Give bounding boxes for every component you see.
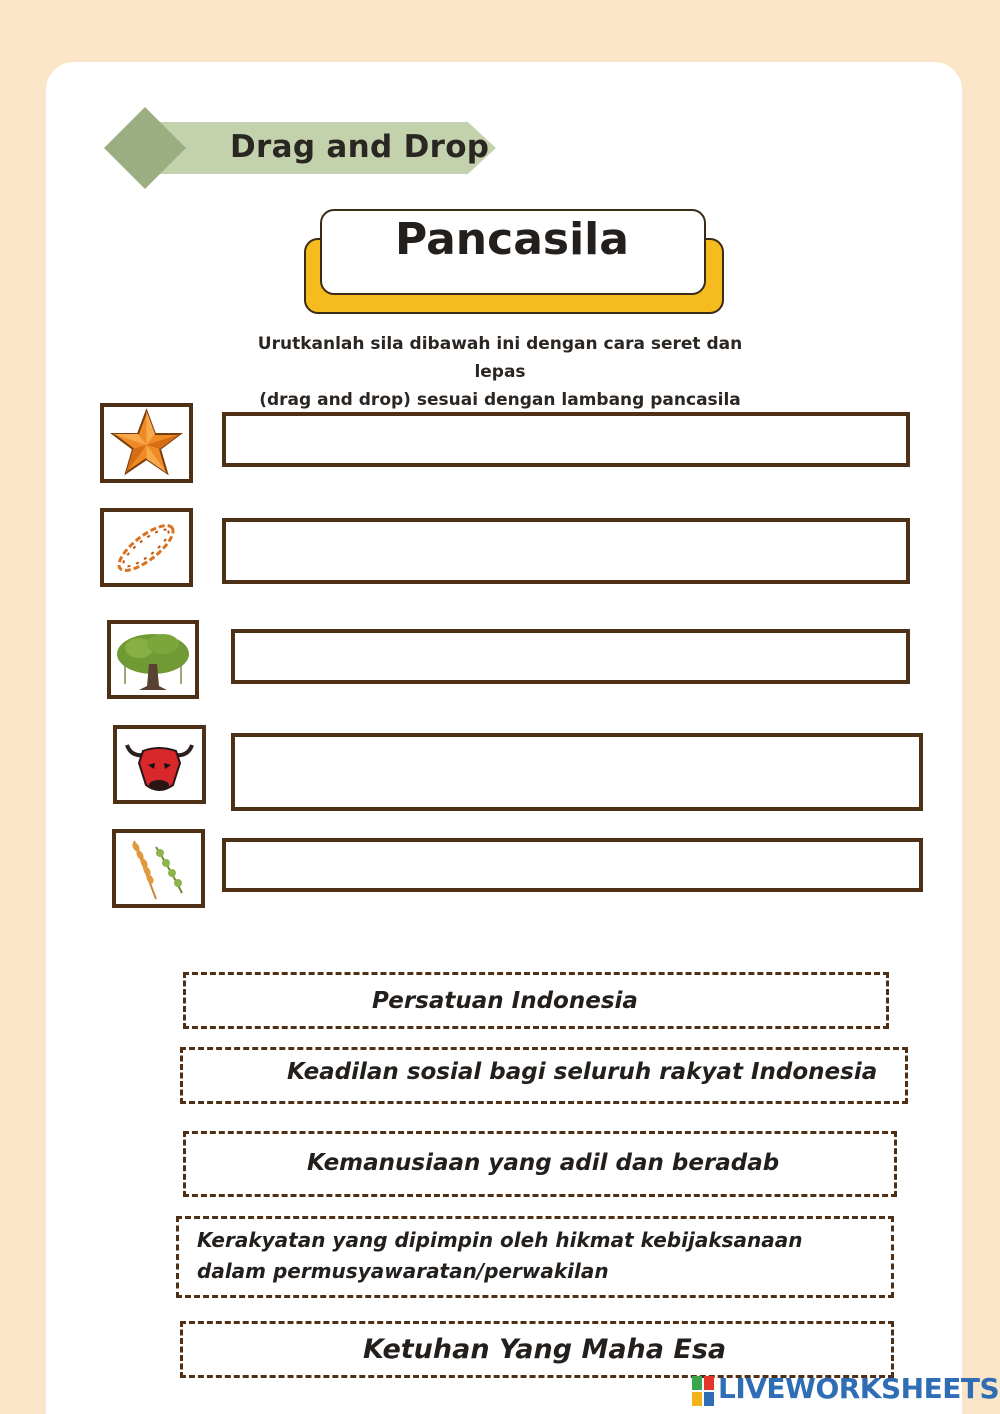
- drop-slot-4[interactable]: [231, 733, 923, 811]
- banner-diamond-icon: [104, 107, 186, 189]
- liveworksheets-logo-icon: [692, 1376, 714, 1406]
- banyan-tree-icon: [107, 620, 199, 699]
- bull-head-icon: [113, 725, 206, 804]
- banner-label: Drag and Drop: [230, 129, 490, 165]
- draggable-persatuan-indonesia[interactable]: [183, 972, 889, 1029]
- drop-slot-3[interactable]: [231, 629, 910, 684]
- drag-and-drop-banner: [104, 107, 496, 189]
- star-icon: [100, 403, 193, 483]
- draggable-label: Ketuhan Yang Maha Esa: [363, 1334, 727, 1365]
- drop-slot-1[interactable]: [222, 412, 910, 467]
- draggable-keadilan-sosial[interactable]: [180, 1047, 908, 1104]
- draggable-kerakyatan[interactable]: [176, 1216, 894, 1298]
- page-title: Pancasila: [395, 214, 629, 265]
- rice-cotton-icon: [112, 829, 205, 908]
- instructions: [250, 330, 750, 414]
- liveworksheets-brand[interactable]: LIVEWORKSHEETS: [718, 1372, 1000, 1405]
- instructions-line-2: (drag and drop) sesuai dengan lambang pancasila: [259, 390, 741, 410]
- chain-icon: [100, 508, 193, 587]
- drop-slot-2[interactable]: [222, 518, 910, 584]
- instructions-line-1: Urutkanlah sila dibawah ini dengan cara seret dan lepas: [257, 334, 743, 382]
- draggable-label: Kerakyatan yang dipimpin oleh hikmat kebijaksanaan dalam permusyawaratan/perwakilan: [197, 1228, 803, 1283]
- draggable-label: Persatuan Indonesia: [372, 988, 638, 1014]
- draggable-ketuhanan[interactable]: [180, 1321, 894, 1378]
- draggable-label: Kemanusiaan yang adil dan beradab: [307, 1150, 780, 1176]
- draggable-kemanusiaan[interactable]: [183, 1131, 897, 1197]
- drop-slot-5[interactable]: [222, 838, 923, 892]
- draggable-label: Keadilan sosial bagi seluruh rakyat Indonesia: [287, 1059, 878, 1085]
